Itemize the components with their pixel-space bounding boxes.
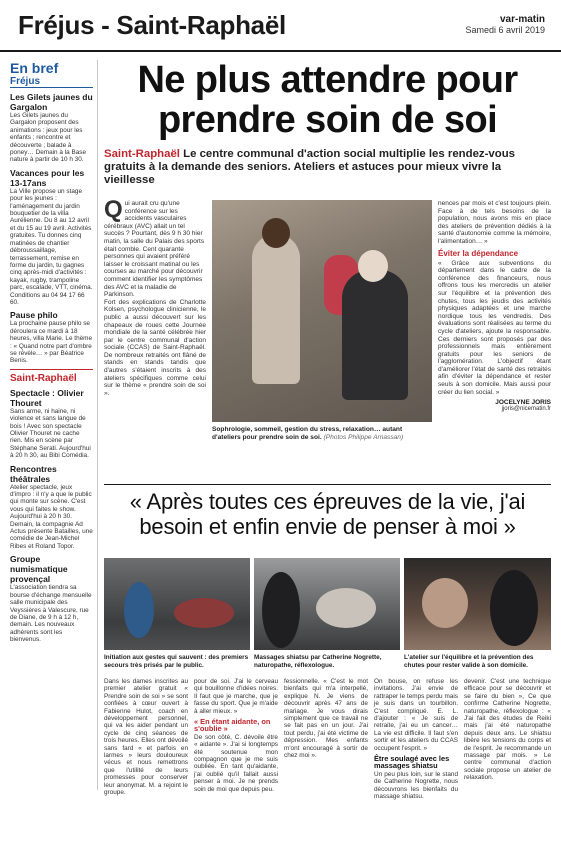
photo-caption: Initiation aux gestes qui sauvent : des premiers secours très prisés par le public.: [104, 654, 249, 669]
article: [104, 59, 551, 801]
brief-item: [10, 92, 93, 164]
body-paragraph: pour de soi. J'ai le cerveau qui bouillonne d'idées noires. Il faut que je marche, que je fasse du sport. Que je m'aide à aller mieux. »: [194, 678, 278, 715]
brief-heading: Groupe numismatique provençal: [10, 554, 68, 585]
sidebar-section-saint-raphael: Saint-Raphaël: [10, 369, 93, 384]
article-column-3: [438, 200, 551, 412]
body-paragraph: On bouse, on refuse les invitations. J'ai envie de rattraper le temps perdu mais je suis dans un tourbillon. C'est compliqué. E. L. d'ajouter : « Je suis de retraite, j'ai eu un cancer… La vie est difficile. Il faut s'en sortir et les ateliers du CCAS occupent l'esprit. »: [374, 678, 458, 752]
photo-figure: [124, 582, 154, 638]
text-column: [374, 678, 458, 854]
photo-credit: (Photos Philippe Arnassan): [323, 434, 404, 441]
brief-text: Sans arme, ni haine, ni violence et sans langue de bois ! Avec son spectacle Olivier Thouret ne cache rien. Mis en scène par Stéphane Serati. Aujourd'hui à 20 h 30, au Bibi Comédia.: [10, 407, 91, 460]
subheading: Être soulagé avec les massages shiatsu: [374, 754, 450, 771]
brief-heading: Les Gilets jaunes du Gargalon: [10, 92, 93, 112]
photo-caption: L'atelier sur l'équilibre et la prévention des chutes pour rester valide à son domicile.: [404, 654, 534, 669]
masthead: [0, 0, 561, 52]
brief-text: L'association tiendra sa bourse d'échange mensuelle salle municipale des Veyssières à Valescure, rue de Diane, de 9 h à 12 h, demain. Les nouveaux adhérents sont les bienvenus.: [10, 584, 92, 644]
photo-balance-workshop: [404, 558, 551, 650]
article-column-1: [104, 196, 206, 397]
body-paragraph: De son côté, C. dévoile être « aidante ». J'ai si longtemps été soutenue mon compagnon que je me suis oubliée. En tant qu'aidante, j'ai oublié qu'il fallait aussi penser à moi. Je ne prends soin de moi que depuis peu.: [194, 733, 278, 793]
body-paragraph: Un peu plus loin, sur le stand de Catherine Nogrette, nous découvrons les bienfaits du massage shiatsu.: [374, 770, 458, 801]
issue-date: Samedi 6 avril 2019: [465, 25, 545, 35]
photo-figure: [262, 218, 290, 248]
author-byline: JOCELYNE JORIS: [495, 399, 551, 407]
brief-heading: Rencontres théâtrales: [10, 463, 57, 484]
body-paragraph: Fort des explications de Charlotte Kolsen, psychologue clinicienne, le public a aussi découvert sur les chapeaux de roues cette Journée mondiale de la santé célébrée hier par le centre communal d'action sociale (CCAS) de Saint-Raphaël. De nombreux retraités ont flâné de stands en stands tandis que d'autres s'étaient inscrits à des ateliers spécifiques comme celui sur le thème « prendre soin de soi ».: [104, 298, 206, 397]
section-title: Fréjus - Saint-Raphaël: [18, 10, 286, 40]
main-photo: [212, 200, 432, 422]
lede-location: Saint-Raphaël: [104, 148, 180, 160]
photo-row: [104, 558, 551, 650]
text-column: [104, 678, 188, 854]
newspaper-brand: var-matin: [499, 14, 545, 25]
en-bref-heading: En bref: [10, 60, 59, 76]
story-block: [104, 196, 551, 480]
body-paragraph: Dans les dames inscrites au premier atelier gratuit « Prendre soin de soi » se sont confiées à cœur ouvert à Fabienne Hulot, coach en développement personnel, qui va les aider pendant un cycle de cinq séances de trois heures. Elles ont dévoilé sans fard « et parfois en larmes » leurs douloureux vécus et nous remettrons que l'utilité de leurs promesses pour conserver leur anonymat. M. a rejoint le groupe.: [104, 678, 188, 797]
article-lede: [104, 148, 551, 187]
drop-cap: Q: [104, 196, 123, 223]
caption-text: Sophrologie, sommeil, gestion du stress, relaxation… autant d'ateliers pour prendre soin de soi.: [212, 426, 403, 441]
photo-figure: [490, 570, 538, 646]
subheading: « En étant aidante, on s'oublie »: [194, 717, 271, 734]
en-bref-sidebar: [10, 60, 98, 790]
photo-caption: Massages shiatsu par Catherine Nogrette, naturopathe, réflexologue.: [254, 654, 382, 669]
author-email: jjoris@nicematin.fr: [501, 406, 551, 413]
body-paragraph: nences par mois et c'est toujours plein. Face à de tels besoins de la population, nous avons mis en place des ateliers de prévention dédiés à la santé d'autonomie comme la mémoire, l'alimentation… »: [438, 200, 551, 245]
photo-figure: [252, 234, 300, 384]
masthead-meta: [465, 14, 545, 35]
brief-text: Les Gilets jaunes du Gargalon proposent des animations : jeux pour les enfants ; rencontre et découverte ; balade à poney… Demain à la Base nature à partir de 10 h 30.: [10, 112, 87, 164]
text-column: [194, 678, 278, 854]
photo-figure: [262, 572, 300, 648]
brief-item: [10, 464, 93, 551]
intro-text: ui aurait cru qu'une conférence sur les accidents vasculaires cérébraux (AVC) allait un tel succès ? Pourtant, dès 9 h 30 hier matin, la salle du Palais des sports était comble. Cent quarante personnes qui avaient préféré laisser le croissant matinal ou les courses au marché pour découvrir comment identifier les symptômes des AVC et la maladie de Parkinson.: [104, 200, 205, 299]
brief-text: Atelier spectacle, jeux d'impro : il n'y a que le public qui monte sur scène. C'est vous qui faites le show. Aujourd'hui à 20 h 30. Demain, la compagnie Ad Actus présente Batailles, une comédie de Jean-Michel Ribes et Roland Topor.: [10, 483, 93, 550]
photo-first-aid: [104, 558, 250, 650]
photo-shiatsu: [254, 558, 400, 650]
pull-quote: « Après toutes ces épreuves de la vie, j'ai besoin et enfin envie de penser à moi »: [104, 484, 551, 539]
lede-text: Le centre communal d'action social multiplie les rendez-vous gratuits à la demande des seniors. Ateliers et astuces pour mieux vivre la vieillesse: [104, 148, 515, 186]
photo-figure: [422, 578, 468, 628]
text-column: [284, 678, 368, 854]
brief-item: [10, 310, 93, 364]
photo-figure: [316, 588, 376, 628]
body-paragraph: fessionnelle. « C'est le mot bienfaits qui m'a interpellé, explique N. Je viens de découvrir après 47 ans de mariage. Je vous dirais simplement que ce travail ne se fait pas en un jour. J'ai tout perdu, j'ai été victime de dépression. Mes enfants m'ont encouragé à sortir de chez moi ».: [284, 678, 368, 760]
brief-text: La prochaine pause philo se déroulera ce mardi à 18 heures, villa Marie. Le thème : « Quand notre part d'ombre se révèle… » par Béatrice Benis.: [10, 320, 93, 365]
brief-item: [10, 554, 93, 643]
body-paragraph: devenir. C'est une technique efficace pour se découvrir et se faire du bien », Ce que confirme Catherine Nogrette, naturopathe, réflexologue : « J'ai fait des études de Reiki mais j'ai été naturopathe depuis deux ans. Le shiatsu libère les tensions du corps et de l'esprit. Je recommande un massage par mois. » Le centre communal d'action sociale propose un atelier de relaxation.: [464, 678, 551, 782]
brief-heading: Vacances pour les 13-17ans: [10, 167, 85, 188]
text-column: [464, 678, 551, 854]
brief-heading: Spectacle : Olivier Thouret: [10, 387, 84, 408]
article-headline: Ne plus attendre pour prendre soin de soi: [137, 59, 518, 141]
brief-text: La Ville propose un stage pour les jeunes : l'aménagement du jardin bouquetier de la villa Aurélienne. Du 8 au 12 avril et du 15 au 19 avril. Activités gratuites. Tu donnes cinq matinées de chantier débroussaillage, terrassement, remise en forme du jardin, tu gagnes cinq après-midi d'activités : kayak, rugby, trampoline parc, escalade, VTT, cinéma. Conditions au 04 94 17 66 60.: [10, 187, 93, 306]
brief-item: [10, 168, 93, 307]
main-photo-caption: [212, 426, 432, 442]
photo-figure: [342, 270, 408, 400]
lower-article-columns: [104, 678, 551, 854]
sidebar-section-frejus: Fréjus: [10, 76, 93, 88]
subheading: Éviter la dépendance: [438, 248, 519, 258]
photo-figure: [358, 250, 388, 282]
brief-item: [10, 388, 93, 460]
brief-heading: Pause philo: [10, 310, 58, 321]
intro-paragraph: [104, 196, 206, 299]
body-paragraph: « Grâce aux subventions du département dans le cadre de la conférence des financeurs, nous offrons tous les mercredis un atelier sur l'équilibre et la prévention des chutes, tous les jeudis des activités physiques adaptées et une marche nordique tous les vendredis. Des évaluations sont réalisées au terme du cycle d'ateliers, ajoute la responsable. Ces derniers sont proposés par des professionnels mais entièrement gratuits pour les seniors de l'agglomération. L'objectif étant d'améliorer l'état de santé des retraités afin d'éviter la dépendance et rester seuls à son domicile. Mais aussi pour créer du lien social. »: [438, 259, 551, 396]
photo-figure: [174, 598, 234, 628]
